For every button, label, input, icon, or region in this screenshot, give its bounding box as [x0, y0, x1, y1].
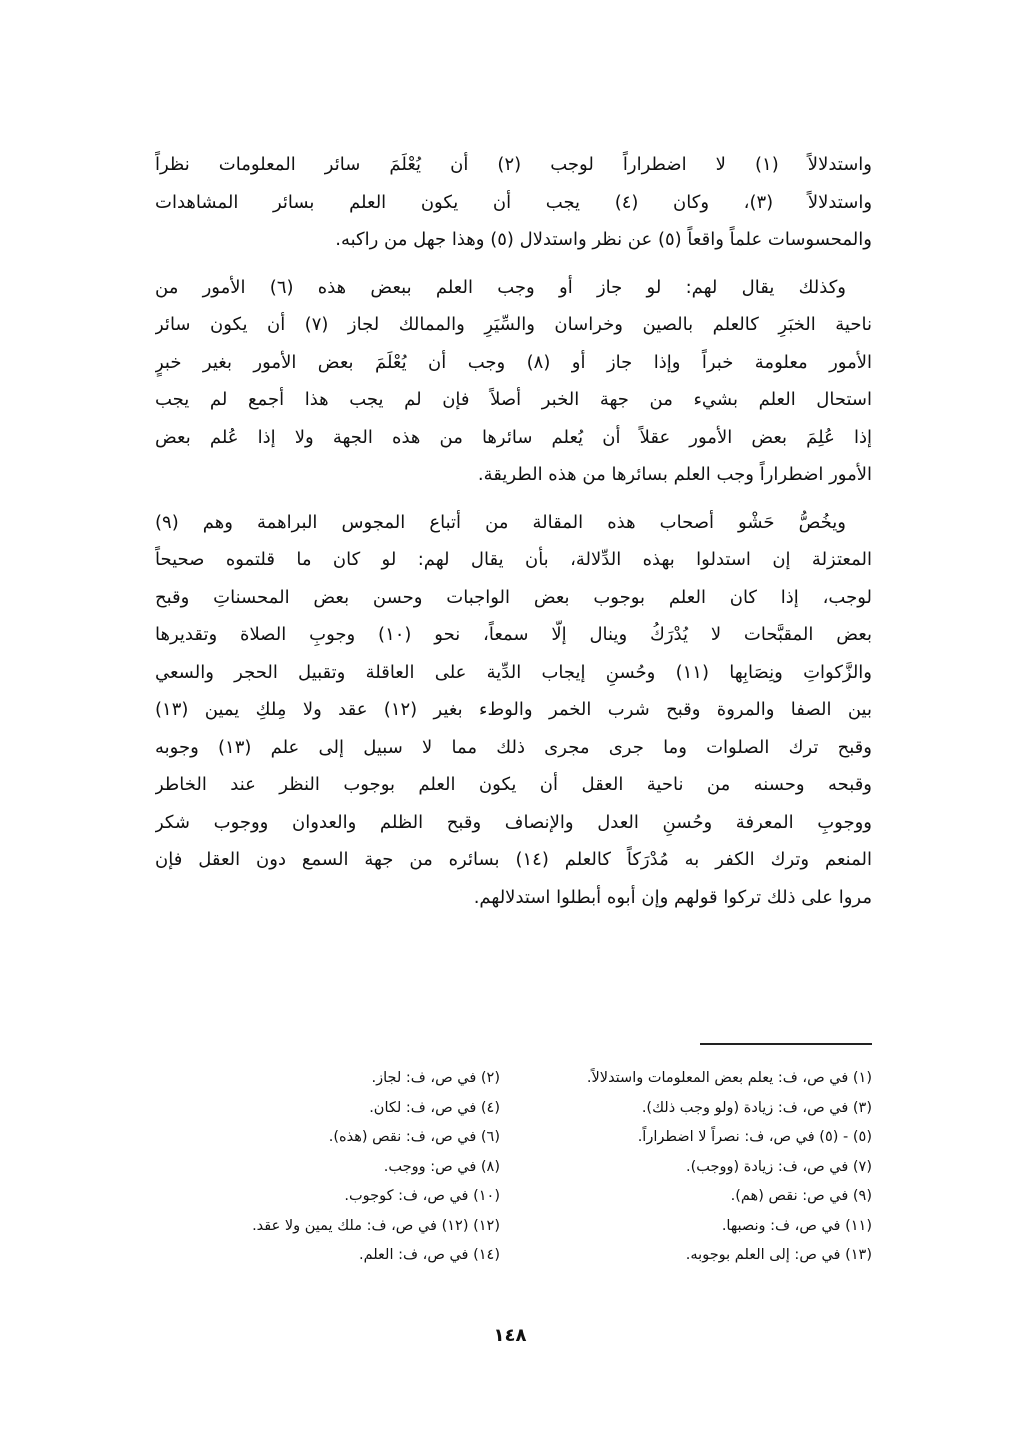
footnote: (٧) في ص، ف: زيادة (ووجب).	[686, 1158, 872, 1175]
footnote-row	[150, 1153, 872, 1183]
footnote-row	[150, 1064, 872, 1094]
page-number: ١٤٨	[493, 1325, 527, 1346]
text-line: الأمور اضطراراً وجب العلم بسائرها من هذه الطريقة.	[477, 464, 872, 485]
text-line: الأمور معلومة خبراً وإذا جاز أو (٨) وجب أن يُعْلَمَ بعض الأمور بغير خبرٍ	[155, 351, 872, 373]
text-line: استحال العلم بشيء من جهة الخبر أصلاً فإن لم يجب هذا أجمع لم يجب	[155, 389, 872, 410]
footnote: (٤) في ص، ف: لكان.	[369, 1099, 500, 1116]
paragraph	[155, 504, 872, 917]
text-line: ويخُصُّ حَشْو أصحاب هذه المقالة من أتباع المجوس البراهمة وهم (٩)	[155, 511, 846, 533]
text-line: بعض المقبَّحات لا يُدْرَكُ وينال إلّا سمعاً، نحو (١٠) وجوبِ الصلاة وتقديرها	[155, 624, 872, 645]
text-line: وقبح ترك الصلوات وما جرى مجرى ذلك مما لا سبيل إلى علم (١٣) وجوبه	[155, 736, 872, 758]
text-line: مروا على ذلك تركوا قولهم وإن أبوه أبطلوا استدلالهم.	[473, 886, 872, 908]
footnote: (١٤) في ص، ف: العلم.	[359, 1247, 500, 1263]
text-line: وقبحه وحسنه من ناحية العقل أن يكون العلم بوجوب النظر عند الخاطر	[155, 774, 872, 795]
footnote: (٢) في ص، ف: لجاز.	[371, 1070, 500, 1086]
text-line: ناحية الخبَرِ كالعلم بالصين وخراسان والسِّيَرِ والممالك لجاز (٧) أن يكون سائر	[155, 314, 872, 335]
text-line: والزَّكواتِ ونِصَابِها (١١) وحُسنِ إيجاب الدِّية على العاقلة وتقبيل الحجر والسعي	[155, 661, 872, 683]
footnote-row	[150, 1212, 872, 1242]
footnote: (٣) في ص، ف: زيادة (ولو وجب ذلك).	[641, 1099, 872, 1116]
footnote: (٨) في ص: ووجب.	[383, 1158, 500, 1175]
text-line: لوجب، إذا كان العلم بوجوب بعض الواجبات وحسن بعض المحسناتِ وقبح	[155, 586, 872, 608]
footnote: (٥) - (٥) في ص، ف: نصراً لا اضطراراً.	[637, 1129, 872, 1145]
footnote-row	[150, 1123, 872, 1153]
text-line: والمحسوسات علماً واقعاً (٥) عن نظر واستدلال (٥) وهذا جهل من راكبه.	[335, 229, 872, 250]
footnote: (١) في ص، ف: يعلم بعض المعلومات واستدلالاً.	[586, 1070, 872, 1086]
footnote-row	[150, 1094, 872, 1124]
text-line: واستدلالاً (٣)، وكان (٤) يجب أن يكون العلم بسائر المشاهدات	[155, 191, 872, 213]
footnote: (١٣) في ص: إلى العلم بوجوبه.	[685, 1247, 872, 1263]
text-line: ووجوبِ المعرفة وحُسنِ العدل والإنصاف وقبح الظلم والعدوان ووجوب شكر	[155, 811, 872, 833]
footnotes	[150, 1064, 872, 1271]
footnote: (٦) في ص، ف: نقص (هذه).	[328, 1129, 500, 1145]
paragraph	[155, 146, 872, 259]
footnote: (١٢) (١٢) في ص، ف: ملك يمين ولا عقد.	[252, 1217, 500, 1234]
text-line: وكذلك يقال لهم: لو جاز أو وجب العلم ببعض هذه (٦) الأمور من	[155, 276, 846, 298]
main-text	[155, 146, 872, 926]
paragraph	[155, 269, 872, 494]
footnote-row	[150, 1241, 872, 1271]
text-line: إذا عُلِمَ بعض الأمور عقلاً أن يُعلم سائرها من هذه الجهة ولا إذا عُلم بعض	[155, 426, 872, 448]
text-line: بين الصفا والمروة وقبح شرب الخمر والوطء بغير (١٢) عقد ولا مِلكِ يمين (١٣)	[155, 699, 872, 720]
text-line: واستدلالاً (١) لا اضطراراً لوجب (٢) أن يُعْلَمَ سائر المعلومات نظراً	[155, 154, 872, 175]
footnote: (٩) في ص: نقص (هم).	[730, 1188, 872, 1204]
text-line: المنعم وترك الكفر به مُدْرَكاً كالعلم (١٤) بسائره من جهة السمع دون العقل فإن	[155, 849, 872, 870]
footnote: (١٠) في ص، ف: كوجوب.	[344, 1188, 500, 1204]
footnote-separator	[700, 1043, 872, 1045]
footnote: (١١) في ص، ف: ونصبها.	[721, 1217, 872, 1234]
text-line: المعتزلة إن استدلوا بهذه الدِّلالة، بأن يقال لهم: لو كان ما قلتموه صحيحاً	[155, 549, 872, 570]
footnote-row	[150, 1182, 872, 1212]
